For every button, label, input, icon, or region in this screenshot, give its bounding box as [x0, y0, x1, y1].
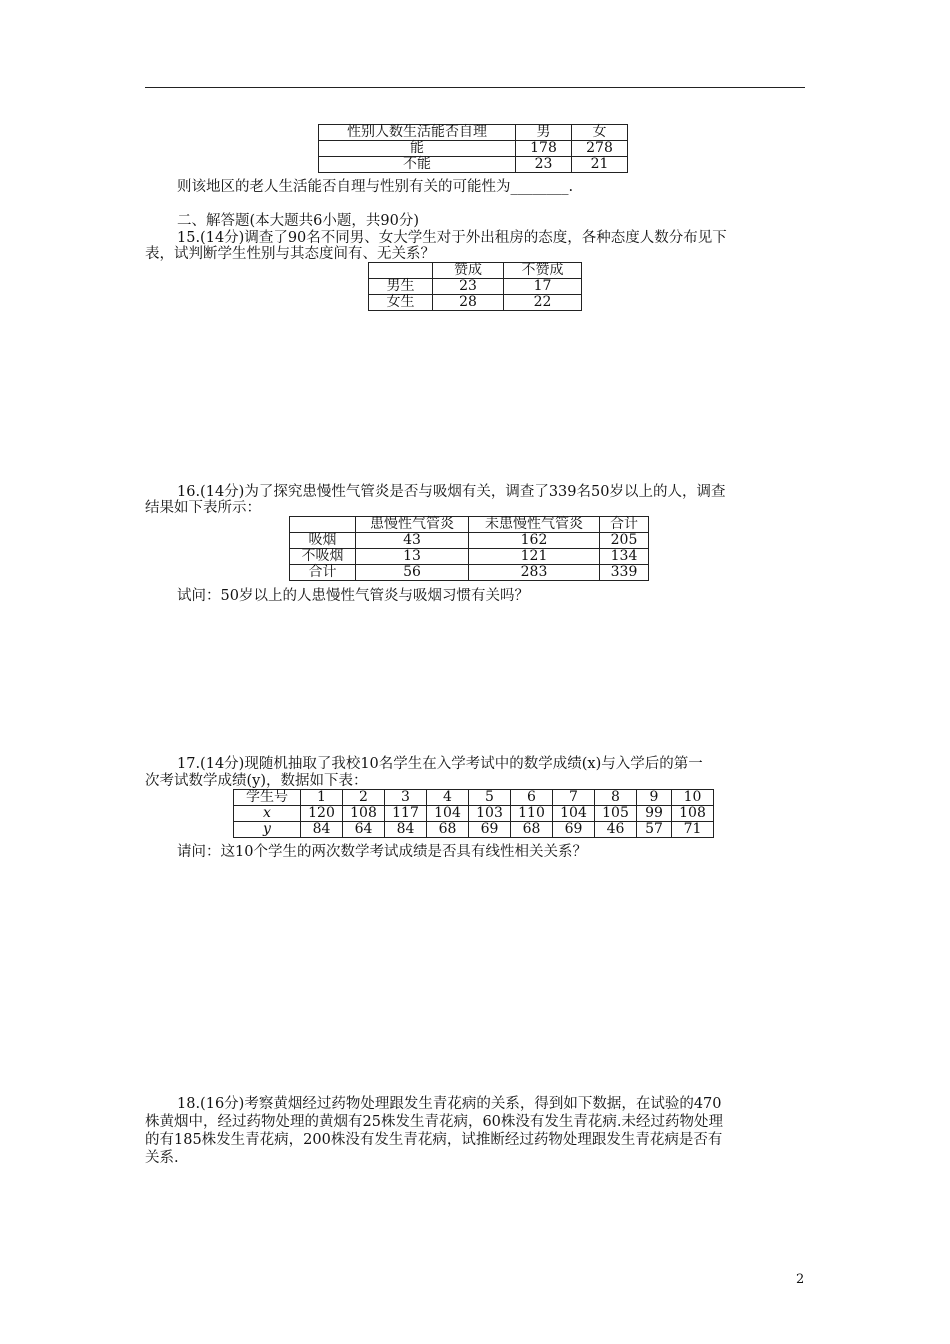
- table-cell: 5: [469, 790, 511, 806]
- table-cell: 10: [672, 790, 714, 806]
- table-cell: 21: [572, 157, 628, 173]
- page-number: 2: [796, 1272, 805, 1287]
- table-cell: 女生: [369, 295, 433, 311]
- table-row: [369, 279, 582, 295]
- table-row: [319, 157, 628, 173]
- table-cell: 22: [504, 295, 582, 311]
- table-cell: 学生号: [234, 790, 301, 806]
- q16-text-line1: 16.(14分)为了探究患慢性气管炎是否与吸烟有关，调查了339名50岁以上的人，调查: [177, 484, 726, 500]
- q16-table: [289, 516, 649, 581]
- section-title: 二、解答题(本大题共6小题，共90分): [177, 213, 419, 229]
- table-cell: 吸烟: [290, 533, 356, 549]
- table-cell: 7: [553, 790, 595, 806]
- table-row: [234, 822, 714, 838]
- table-row: [290, 517, 649, 533]
- table-cell: x: [234, 806, 301, 822]
- table-row: [319, 125, 628, 141]
- table-row: [290, 533, 649, 549]
- table-cell: 68: [511, 822, 553, 838]
- table-cell: 110: [511, 806, 553, 822]
- table-row: [319, 141, 628, 157]
- table-cell: 57: [637, 822, 672, 838]
- table-cell: 105: [595, 806, 637, 822]
- table-cell: 女: [572, 125, 628, 141]
- table-cell: 13: [356, 549, 469, 565]
- table-cell: 不赞成: [504, 263, 582, 279]
- table-row: [234, 806, 714, 822]
- table-cell: 2: [343, 790, 385, 806]
- table-cell: 56: [356, 565, 469, 581]
- table-cell: 117: [385, 806, 427, 822]
- q17-text-line1: 17.(14分)现随机抽取了我校10名学生在入学考试中的数学成绩(x)与入学后的第一: [177, 756, 703, 772]
- table-cell: 68: [427, 822, 469, 838]
- table-cell: 84: [385, 822, 427, 838]
- table-cell: 男: [516, 125, 572, 141]
- table-cell: 1: [301, 790, 343, 806]
- table-cell: [290, 517, 356, 533]
- table-row: [369, 295, 582, 311]
- table-cell: 赞成: [433, 263, 504, 279]
- table-cell: 17: [504, 279, 582, 295]
- table-cell: 6: [511, 790, 553, 806]
- q14-question: 则该地区的老人生活能否自理与性别有关的可能性为________.: [177, 179, 574, 195]
- q18-text-line3: 的有185株发生青花病，200株没有发生青花病，试推断经过药物处理跟发生青花病是否有: [145, 1132, 723, 1148]
- q18-text-line4: 关系.: [145, 1150, 179, 1166]
- table-cell: 合计: [290, 565, 356, 581]
- table-cell: 8: [595, 790, 637, 806]
- table-cell: 69: [553, 822, 595, 838]
- table-cell: 69: [469, 822, 511, 838]
- table-cell: 104: [553, 806, 595, 822]
- q17-question: 请问：这10个学生的两次数学考试成绩是否具有线性相关关系？: [177, 844, 587, 860]
- table-cell: [369, 263, 433, 279]
- table-cell: 108: [672, 806, 714, 822]
- q18-text-line2: 株黄烟中，经过药物处理的黄烟有25株发生青花病，60株没有发生青花病.未经过药物处理: [145, 1114, 724, 1130]
- table-cell: 患慢性气管炎: [356, 517, 469, 533]
- q18-text-line1: 18.(16分)考察黄烟经过药物处理跟发生青花病的关系，得到如下数据，在试验的470: [177, 1096, 722, 1112]
- table-cell: 134: [600, 549, 649, 565]
- table-cell: 未患慢性气管炎: [469, 517, 600, 533]
- table-cell: 4: [427, 790, 469, 806]
- table-cell: 不吸烟: [290, 549, 356, 565]
- q15-table: [368, 262, 582, 311]
- table-cell: 205: [600, 533, 649, 549]
- table-cell: 3: [385, 790, 427, 806]
- table-cell: 男生: [369, 279, 433, 295]
- table-cell: 23: [433, 279, 504, 295]
- table-cell: 99: [637, 806, 672, 822]
- table-cell: 120: [301, 806, 343, 822]
- table-row: [234, 790, 714, 806]
- table-cell: 能: [319, 141, 516, 157]
- table-row: [290, 549, 649, 565]
- table-cell: 9: [637, 790, 672, 806]
- table-cell: 104: [427, 806, 469, 822]
- q14-table: [318, 124, 628, 173]
- table-cell: 23: [516, 157, 572, 173]
- table-cell: 283: [469, 565, 600, 581]
- table-cell: 不能: [319, 157, 516, 173]
- table-cell: 108: [343, 806, 385, 822]
- table-cell: 178: [516, 141, 572, 157]
- table-cell: 84: [301, 822, 343, 838]
- header-rule: [145, 87, 805, 88]
- table-row: [369, 263, 582, 279]
- table-cell: 103: [469, 806, 511, 822]
- q16-question: 试问：50岁以上的人患慢性气管炎与吸烟习惯有关吗？: [177, 588, 529, 604]
- q16-text-line2: 结果如下表所示：: [145, 500, 261, 516]
- table-cell: 28: [433, 295, 504, 311]
- table-row: [290, 565, 649, 581]
- table-cell: 64: [343, 822, 385, 838]
- table-cell: 46: [595, 822, 637, 838]
- table-cell: 性别人数生活能否自理: [319, 125, 516, 141]
- q15-text-line1: 15.(14分)调查了90名不同男、女大学生对于外出租房的态度，各种态度人数分布见下: [177, 230, 727, 246]
- table-cell: 71: [672, 822, 714, 838]
- table-cell: 合计: [600, 517, 649, 533]
- q17-table: [233, 789, 714, 838]
- q17-text-line2: 次考试数学成绩(y)，数据如下表：: [145, 773, 368, 789]
- table-cell: 43: [356, 533, 469, 549]
- table-cell: 121: [469, 549, 600, 565]
- table-cell: y: [234, 822, 301, 838]
- table-cell: 278: [572, 141, 628, 157]
- q15-text-line2: 表，试判断学生性别与其态度间有、无关系？: [145, 246, 435, 262]
- table-cell: 162: [469, 533, 600, 549]
- table-cell: 339: [600, 565, 649, 581]
